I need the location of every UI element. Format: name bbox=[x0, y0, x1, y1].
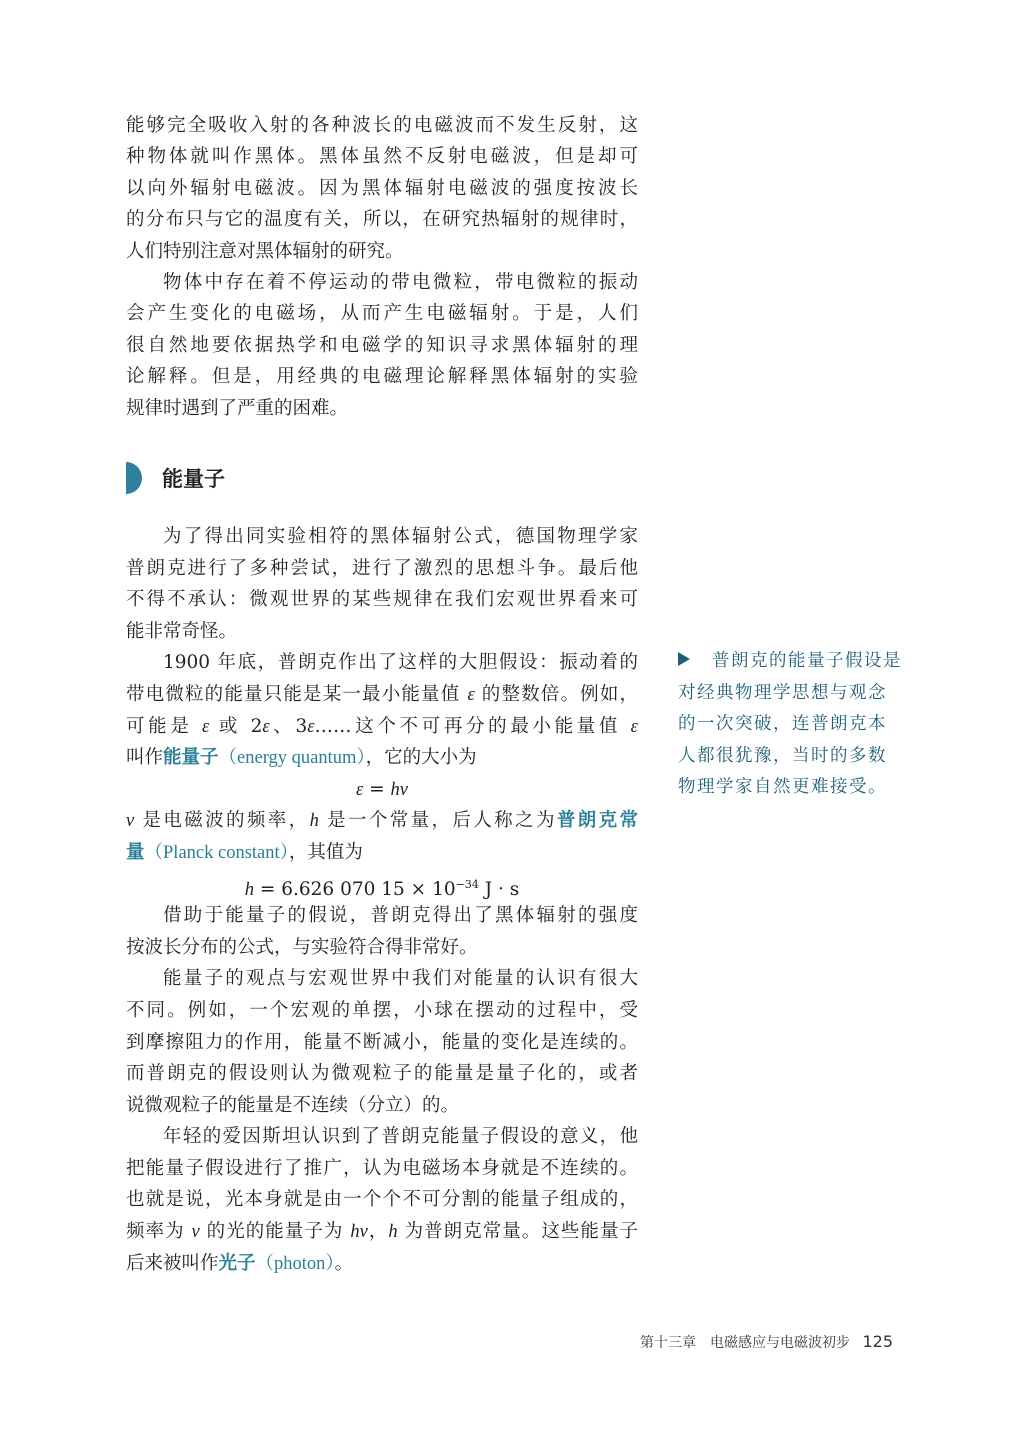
text-line bbox=[126, 173, 638, 204]
text-line bbox=[126, 837, 638, 869]
note-line bbox=[678, 741, 908, 773]
text-run: 能非常奇怪。 bbox=[126, 620, 238, 642]
text-run: 很自然地要依据热学和电磁学的知识寻求黑体辐射的理 bbox=[126, 334, 638, 356]
body-text-intro bbox=[126, 110, 638, 424]
text-line bbox=[126, 110, 638, 141]
text-line bbox=[126, 742, 638, 774]
text-run: 年轻的爱因斯坦认识到了普朗克能量子假设的意义，他 bbox=[163, 1126, 638, 1148]
text-line bbox=[126, 647, 638, 679]
text-run: 可能是 bbox=[126, 715, 203, 737]
text-run: 能量子的观点与宏观世界中我们对能量的认识有很大 bbox=[163, 968, 638, 990]
keyword: 量 bbox=[126, 841, 145, 863]
note-line bbox=[678, 772, 908, 804]
note-text: 人都很犹豫，当时的多数 bbox=[678, 745, 887, 766]
math-symbol: ν bbox=[126, 811, 135, 832]
note-text: 普朗克的能量子假设是 bbox=[712, 651, 902, 671]
text-run: 普朗克进行了多种尝试，进行了激烈的思想斗争。最后他 bbox=[126, 557, 638, 579]
text-line bbox=[126, 361, 638, 392]
text-line bbox=[126, 616, 638, 648]
page-footer bbox=[640, 1332, 893, 1352]
text-run: 规律时遇到了严重的困难。 bbox=[126, 397, 349, 419]
text-run: ……这个不可再分的最小能量值 bbox=[314, 715, 631, 737]
section-marker-icon bbox=[126, 462, 142, 494]
english-term: （photon） bbox=[255, 1253, 335, 1274]
text-run: 物体中存在着不停运动的带电微粒，带电微粒的振动 bbox=[163, 271, 638, 293]
margin-note bbox=[678, 646, 908, 804]
text-run: ，其值为 bbox=[288, 841, 363, 863]
math-symbol: h bbox=[244, 879, 254, 900]
text-run: 带电微粒的能量只能是某一最小能量值 bbox=[126, 683, 468, 705]
text-run: 的整数倍。例如， bbox=[474, 683, 638, 705]
text-run: 叫作 bbox=[126, 747, 164, 769]
math-symbol: ε bbox=[355, 779, 364, 800]
text-line bbox=[126, 1121, 638, 1153]
text-line bbox=[126, 236, 638, 267]
text-run: 不同。例如，一个宏观的单摆，小球在摆动的过程中，受 bbox=[126, 999, 638, 1021]
text-run: = 6.626 070 15 × 10 bbox=[253, 878, 456, 900]
text-run: 的光的能量子为 bbox=[199, 1221, 351, 1243]
keyword: 光子 bbox=[218, 1252, 256, 1274]
note-text: 物理学家自然更难接受。 bbox=[678, 777, 887, 797]
keyword: 能量子 bbox=[163, 747, 219, 769]
chapter-title: 第十三章 电磁感应与电磁波初步 bbox=[640, 1335, 850, 1351]
text-line bbox=[126, 553, 638, 585]
body-text-energy-quantum bbox=[126, 521, 638, 1279]
note-text: 对经典物理学思想与观念 bbox=[678, 682, 887, 703]
text-line bbox=[126, 774, 638, 806]
text-run: 而普朗克的假设则认为微观粒子的能量是量子化的，或者 bbox=[126, 1063, 638, 1085]
text-line bbox=[126, 1058, 638, 1090]
text-line bbox=[126, 298, 638, 329]
math-symbol: ε bbox=[202, 716, 210, 737]
text-line bbox=[126, 869, 638, 901]
text-run: 为普朗克常量。这些能量子 bbox=[397, 1221, 638, 1243]
text-line bbox=[126, 1090, 638, 1122]
text-line bbox=[126, 204, 638, 235]
note-line bbox=[678, 678, 908, 710]
keyword: 普朗克常 bbox=[556, 810, 638, 832]
text-run: 按波长分布的公式，与实验符合得非常好。 bbox=[126, 936, 478, 958]
text-run: 能够完全吸收入射的各种波长的电磁波而不发生反射，这 bbox=[126, 115, 638, 136]
text-run: 以向外辐射电磁波。因为黑体辐射电磁波的强度按波长 bbox=[126, 177, 638, 199]
text-run: 的分布只与它的温度有关，所以，在研究热辐射的规律时， bbox=[126, 209, 638, 231]
text-line bbox=[126, 711, 638, 743]
text-line bbox=[126, 330, 638, 361]
note-text: 的一次突破，连普朗克本 bbox=[678, 714, 887, 734]
text-line bbox=[126, 679, 638, 711]
english-term: （Planck constant） bbox=[144, 842, 289, 863]
text-run: 后来被叫作 bbox=[126, 1252, 219, 1274]
text-run: 借助于能量子的假说，普朗克得出了黑体辐射的强度 bbox=[163, 905, 638, 927]
text-run: = bbox=[363, 778, 391, 800]
text-run: 不得不承认：微观世界的某些规律在我们宏观世界看来可 bbox=[126, 589, 638, 611]
text-run: 是一个常量，后人称之为 bbox=[318, 810, 557, 832]
text-run: 1900 年底，普朗克作出了这样的大胆假设：振动着的 bbox=[163, 652, 638, 674]
text-line bbox=[126, 1153, 638, 1185]
note-line bbox=[678, 646, 908, 678]
text-run: 论解释。但是，用经典的电磁理论解释黑体辐射的实验 bbox=[126, 366, 638, 388]
text-run: 或 2 bbox=[209, 715, 263, 737]
section-heading bbox=[126, 462, 225, 494]
section-title: 能量子 bbox=[162, 467, 225, 491]
text-run: 是电磁波的频率， bbox=[134, 810, 310, 832]
math-symbol: h bbox=[309, 811, 319, 832]
text-run: ，它的大小为 bbox=[365, 747, 477, 769]
page-number: 125 bbox=[862, 1332, 893, 1351]
math-symbol: ε bbox=[307, 716, 315, 737]
text-line bbox=[126, 995, 638, 1027]
text-line bbox=[126, 1216, 638, 1248]
note-line bbox=[678, 709, 908, 741]
text-run: 会产生变化的电磁场，从而产生电磁辐射。于是，人们 bbox=[126, 303, 638, 325]
text-line bbox=[126, 521, 638, 553]
text-line bbox=[126, 393, 638, 424]
text-line bbox=[126, 900, 638, 932]
text-run: 也就是说，光本身就是由一个个不可分割的能量子组成的， bbox=[126, 1189, 638, 1211]
text-run: 人们特别注意对黑体辐射的研究。 bbox=[126, 240, 404, 262]
text-run: 种物体就叫作黑体。黑体虽然不反射电磁波，但是却可 bbox=[126, 146, 638, 168]
math-symbol: ε bbox=[262, 716, 270, 737]
triangle-bullet-icon bbox=[678, 652, 690, 666]
math-symbol: h bbox=[388, 1222, 398, 1243]
text-run: 频率为 bbox=[126, 1221, 192, 1243]
math-symbol: ν bbox=[191, 1222, 200, 1243]
text-line bbox=[126, 1027, 638, 1059]
text-line bbox=[126, 1184, 638, 1216]
text-run: ， bbox=[367, 1221, 389, 1243]
text-line bbox=[126, 805, 638, 837]
math-symbol: hν bbox=[390, 779, 409, 800]
text-run: 为了得出同实验相符的黑体辐射公式，德国物理学家 bbox=[163, 526, 638, 547]
text-run: 说微观粒子的能量是不连续（分立）的。 bbox=[126, 1094, 460, 1116]
text-run: 到摩擦阻力的作用，能量不断减小，能量的变化是连续的。 bbox=[126, 1031, 638, 1053]
text-run: 、3 bbox=[269, 715, 308, 737]
text-run: −34 bbox=[455, 877, 479, 891]
english-term: （energy quantum） bbox=[218, 748, 366, 769]
text-line bbox=[126, 141, 638, 172]
text-run: 把能量子假设进行了推广，认为电磁场本身就是不连续的。 bbox=[126, 1157, 638, 1179]
text-run: 。 bbox=[334, 1252, 354, 1274]
text-line bbox=[126, 1248, 638, 1280]
text-line bbox=[126, 963, 638, 995]
text-line bbox=[126, 932, 638, 964]
math-symbol: hν bbox=[350, 1222, 368, 1243]
math-symbol: ε bbox=[467, 684, 475, 705]
text-run: J · s bbox=[478, 878, 520, 900]
math-symbol: ε bbox=[630, 716, 638, 737]
text-line bbox=[126, 584, 638, 616]
text-line bbox=[126, 267, 638, 298]
